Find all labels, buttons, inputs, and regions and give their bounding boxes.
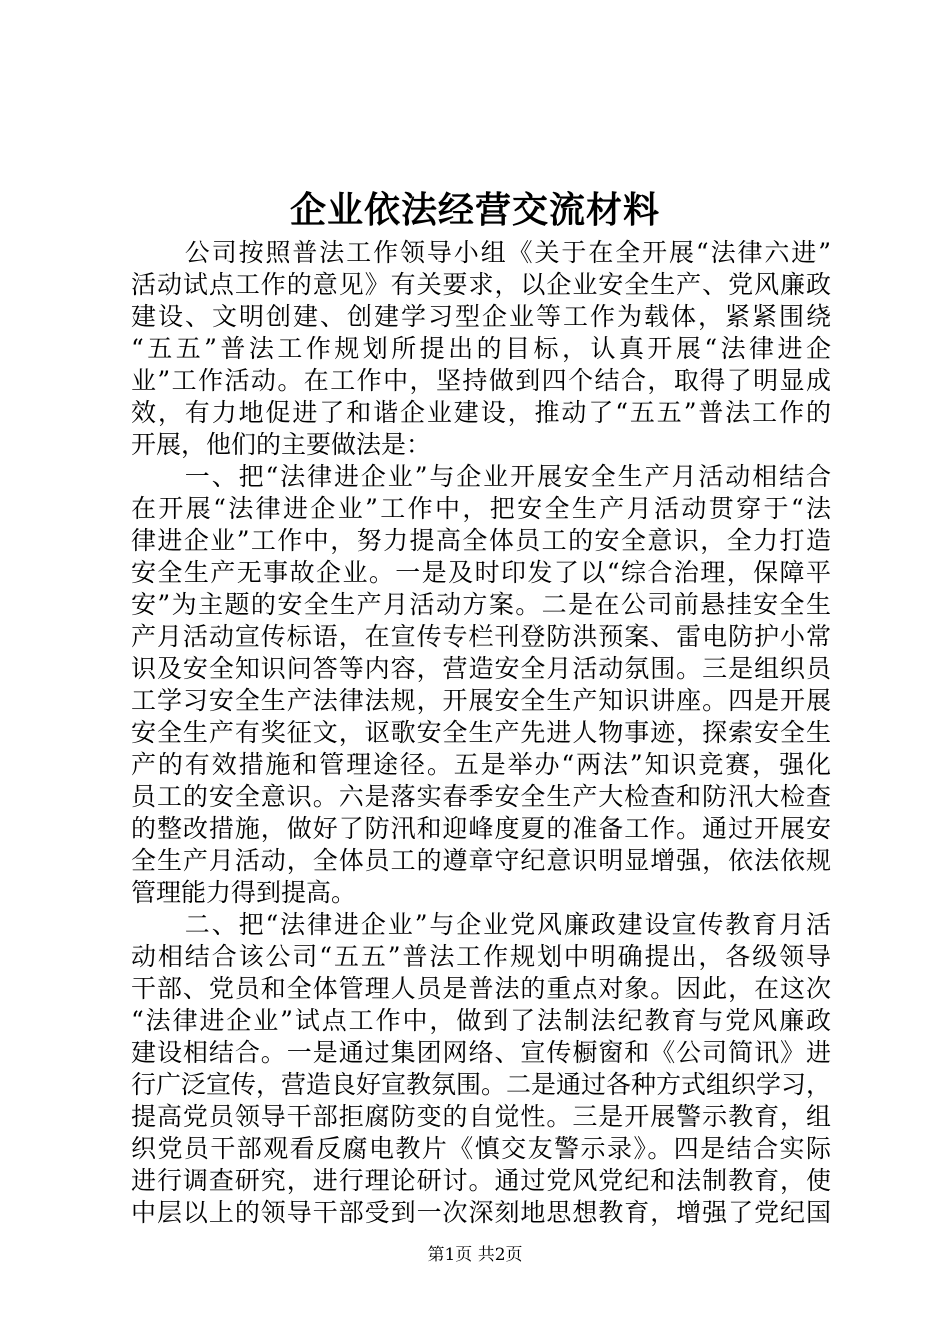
body-line: 建设相结合。一是通过集团网络、宣传橱窗和《公司简讯》进 [131,1038,831,1067]
body-line: 二、把“法律进企业”与企业党风廉政建设宣传教育月活 [131,910,831,939]
body-line: 行广泛宣传，营造良好宣教氛围。二是通过各种方式组织学习， [131,1070,832,1099]
body-line: 工学习安全生产法律法规，开展安全生产知识讲座。四是开展 [131,686,831,715]
body-line: 活动试点工作的意见》有关要求，以企业安全生产、党风廉政 [131,270,831,299]
body-line: 识及安全知识问答等内容，营造安全月活动氛围。三是组织员 [131,654,831,683]
body-line: 的整改措施，做好了防汛和迎峰度夏的准备工作。通过开展安 [131,814,831,843]
body-line: 全生产月活动，全体员工的遵章守纪意识明显增强，依法依规 [131,846,831,875]
body-line: 中层以上的领导干部受到一次深刻地思想教育，增强了党纪国 [131,1198,831,1227]
body-line: 进行调查研究，进行理论研讨。通过党风党纪和法制教育，使 [131,1166,831,1195]
document-title: 企业依法经营交流材料 [289,189,660,231]
body-line: 安全生产有奖征文，讴歌安全生产先进人物事迹，探索安全生 [131,718,831,747]
body-line: 产的有效措施和管理途径。五是举办“两法”知识竞赛，强化 [131,750,831,779]
body-line: 员工的安全意识。六是落实春季安全生产大检查和防汛大检查 [131,782,831,811]
body-line: 效，有力地促进了和谐企业建设，推动了“五五”普法工作的 [131,398,831,427]
body-line: 安全生产无事故企业。一是及时印发了以“综合治理，保障平 [131,558,831,587]
body-line: 在开展“法律进企业”工作中，把安全生产月活动贯穿于“法 [131,494,831,523]
body-line: 公司按照普法工作领导小组《关于在全开展“法律六进” [131,238,831,267]
body-line: 织党员干部观看反腐电教片《慎交友警示录》。四是结合实际 [131,1134,831,1163]
body-line: 业”工作活动。在工作中，坚持做到四个结合，取得了明显成 [131,366,831,395]
body-line: 安”为主题的安全生产月活动方案。二是在公司前悬挂安全生 [131,590,831,619]
body-line: 一、把“法律进企业”与企业开展安全生产月活动相结合 [131,462,831,491]
body-line: 建设、文明创建、创建学习型企业等工作为载体，紧紧围绕 [131,302,831,331]
document-body [131,237,831,1229]
body-line: 动相结合该公司“五五”普法工作规划中明确提出，各级领导 [131,942,831,971]
body-line: 产月活动宣传标语，在宣传专栏刊登防洪预案、雷电防护小常 [131,622,831,651]
body-line: 管理能力得到提高。 [131,878,357,907]
body-line: “法律进企业”试点工作中，做到了法制法纪教育与党风廉政 [131,1006,831,1035]
body-line: “五五”普法工作规划所提出的目标，认真开展“法律进企 [131,334,831,363]
body-line: 开展，他们的主要做法是： [131,430,432,459]
body-line: 律进企业”工作中，努力提高全体员工的安全意识，全力打造 [131,526,831,555]
body-line: 提高党员领导干部拒腐防变的自觉性。三是开展警示教育，组 [131,1102,831,1131]
page-footer: 第1页 共2页 [427,1245,523,1265]
body-line: 干部、党员和全体管理人员是普法的重点对象。因此，在这次 [131,974,831,1003]
